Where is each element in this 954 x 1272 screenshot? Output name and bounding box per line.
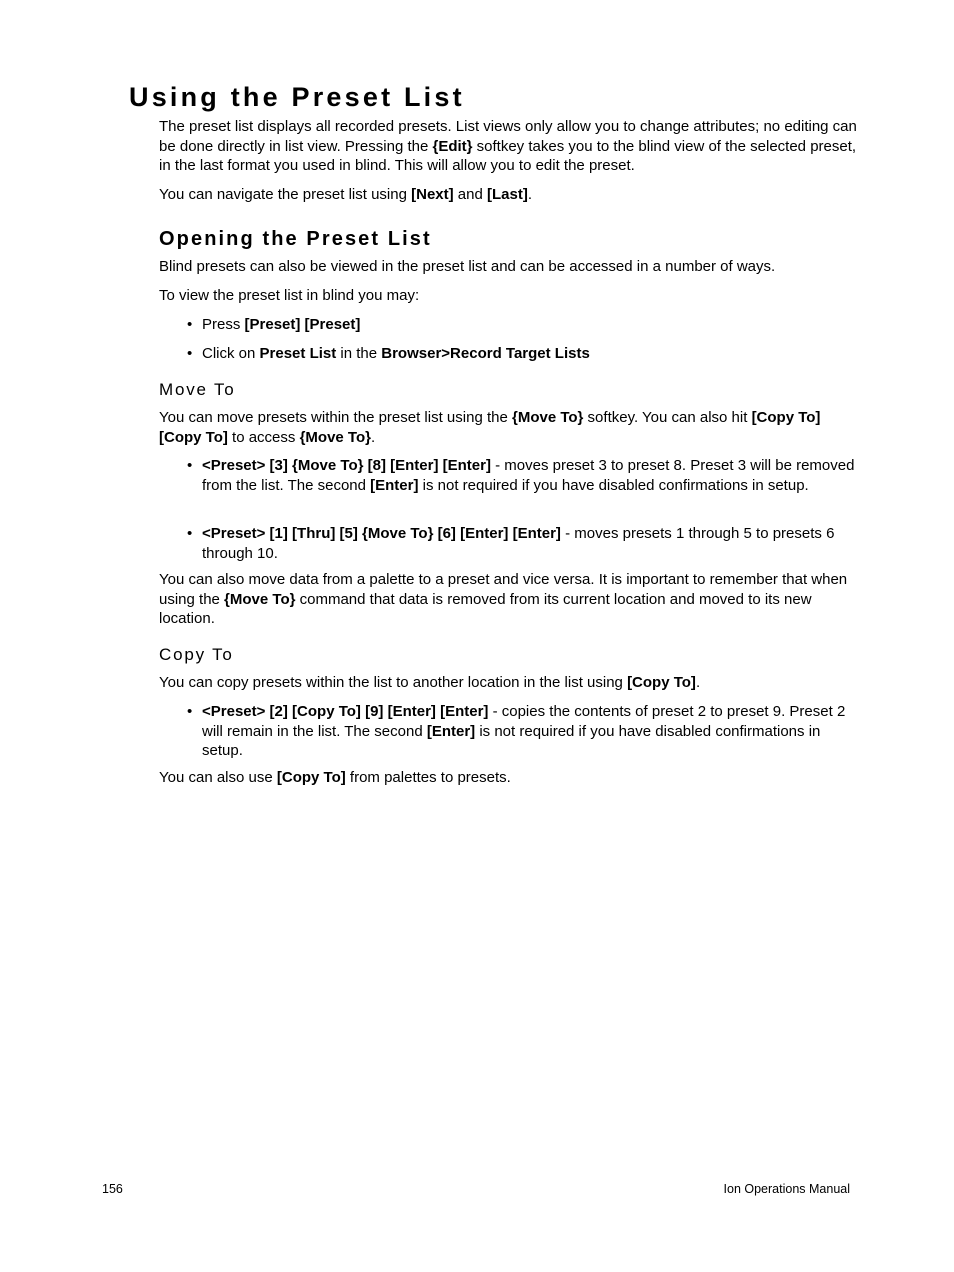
key-sequence: <Preset> [2] [Copy To] [9] [Enter] [Enter] — [202, 703, 489, 720]
list-item — [187, 702, 857, 761]
enter-key-ref: [Enter] — [370, 476, 419, 494]
text-run: You can move presets within the preset list using the — [159, 409, 512, 426]
move-to-paragraph-1 — [159, 408, 859, 447]
text-run: You can also use — [159, 769, 277, 786]
bullet: • — [187, 703, 193, 720]
text-run: . — [370, 428, 376, 446]
move-to-softkey-ref: {Move To} — [224, 590, 296, 608]
bullet: • — [187, 525, 193, 542]
text-run: - copies the contents of preset 2 to preset 9. Preset 2 will remain in the list. The second — [202, 703, 846, 740]
text-run: You can also move data from a palette to a preset and vice versa. It is important to remember that when using the — [159, 571, 848, 608]
text-run: is not required if you have disabled confirmations in setup. — [418, 476, 809, 494]
text-run: softkey. You can also hit — [583, 409, 752, 426]
copy-to-key-ref: [Copy To] [Copy To] — [159, 409, 821, 446]
text-run: from palettes to presets. — [345, 769, 511, 786]
text-run: - moves presets 1 through 5 to presets 6 through 10. — [202, 525, 835, 562]
copy-to-paragraph-2 — [159, 768, 859, 788]
move-to-softkey-ref: {Move To} — [511, 409, 584, 426]
text-run: and — [453, 186, 488, 203]
list-item — [187, 456, 857, 495]
list-item — [187, 315, 857, 335]
enter-key-ref: [Enter] — [426, 722, 476, 740]
key-sequence: [Preset] [Preset] — [244, 316, 361, 333]
text-run: is not required if you have disabled confirmations in setup. — [202, 722, 821, 759]
move-to-paragraph-2 — [159, 570, 859, 629]
text-run: The preset list displays all recorded presets. List views only allow you to change attributes; no editing can be done directly in list view. Pressing the — [159, 118, 857, 155]
opening-paragraph-1: Blind presets can also be viewed in the preset list and can be accessed in a number of ways. — [159, 258, 776, 275]
navigate-paragraph — [159, 185, 859, 205]
list-item — [187, 344, 857, 364]
text-run: Press — [202, 316, 245, 333]
text-run: You can navigate the preset list using — [159, 186, 412, 203]
move-to-softkey-ref: {Move To} — [299, 428, 371, 446]
bullet: • — [187, 345, 193, 362]
text-run: You can copy presets within the list to another location in the list using — [159, 674, 628, 691]
preset-list-ref: Preset List — [259, 345, 337, 362]
text-run: command that data is removed from its current location and moved to its new location. — [159, 590, 812, 627]
text-run: . — [527, 186, 533, 203]
text-run: to access — [227, 428, 300, 446]
copy-to-key-ref: [Copy To] — [276, 769, 346, 786]
manual-title: Ion Operations Manual — [723, 1182, 850, 1196]
intro-paragraph — [159, 117, 859, 176]
key-sequence: <Preset> [3] {Move To} [8] [Enter] [Enter] — [202, 457, 491, 474]
edit-softkey-ref: {Edit} — [432, 137, 473, 155]
text-run: in the — [336, 345, 382, 362]
bullet: • — [187, 457, 193, 474]
section-heading-opening: Opening the Preset List — [159, 228, 432, 250]
key-sequence: <Preset> [1] [Thru] [5] {Move To} [6] [Enter] [Enter] — [202, 525, 561, 542]
opening-paragraph-2: To view the preset list in blind you may: — [159, 287, 420, 304]
browser-path-ref: Browser>Record Target Lists — [381, 345, 590, 362]
page-number: 156 — [102, 1182, 123, 1196]
page-title: Using the Preset List — [129, 82, 465, 112]
next-key-ref: [Next] — [411, 186, 454, 203]
bullet: • — [187, 316, 193, 333]
copy-to-key-ref: [Copy To] — [627, 674, 696, 691]
subsection-heading-copy-to: Copy To — [159, 645, 234, 664]
text-run: - moves preset 3 to preset 8. Preset 3 will be removed from the list. The second — [202, 457, 855, 494]
text-run: Click on — [202, 345, 260, 362]
list-item — [187, 524, 857, 563]
last-key-ref: [Last] — [487, 186, 528, 203]
copy-to-paragraph-1 — [159, 673, 859, 693]
text-run: . — [695, 674, 701, 691]
text-run: softkey takes you to the blind view of the selected preset, in the last format you used in blind. This will allow you to edit the preset. — [159, 137, 857, 174]
subsection-heading-move-to: Move To — [159, 380, 236, 399]
